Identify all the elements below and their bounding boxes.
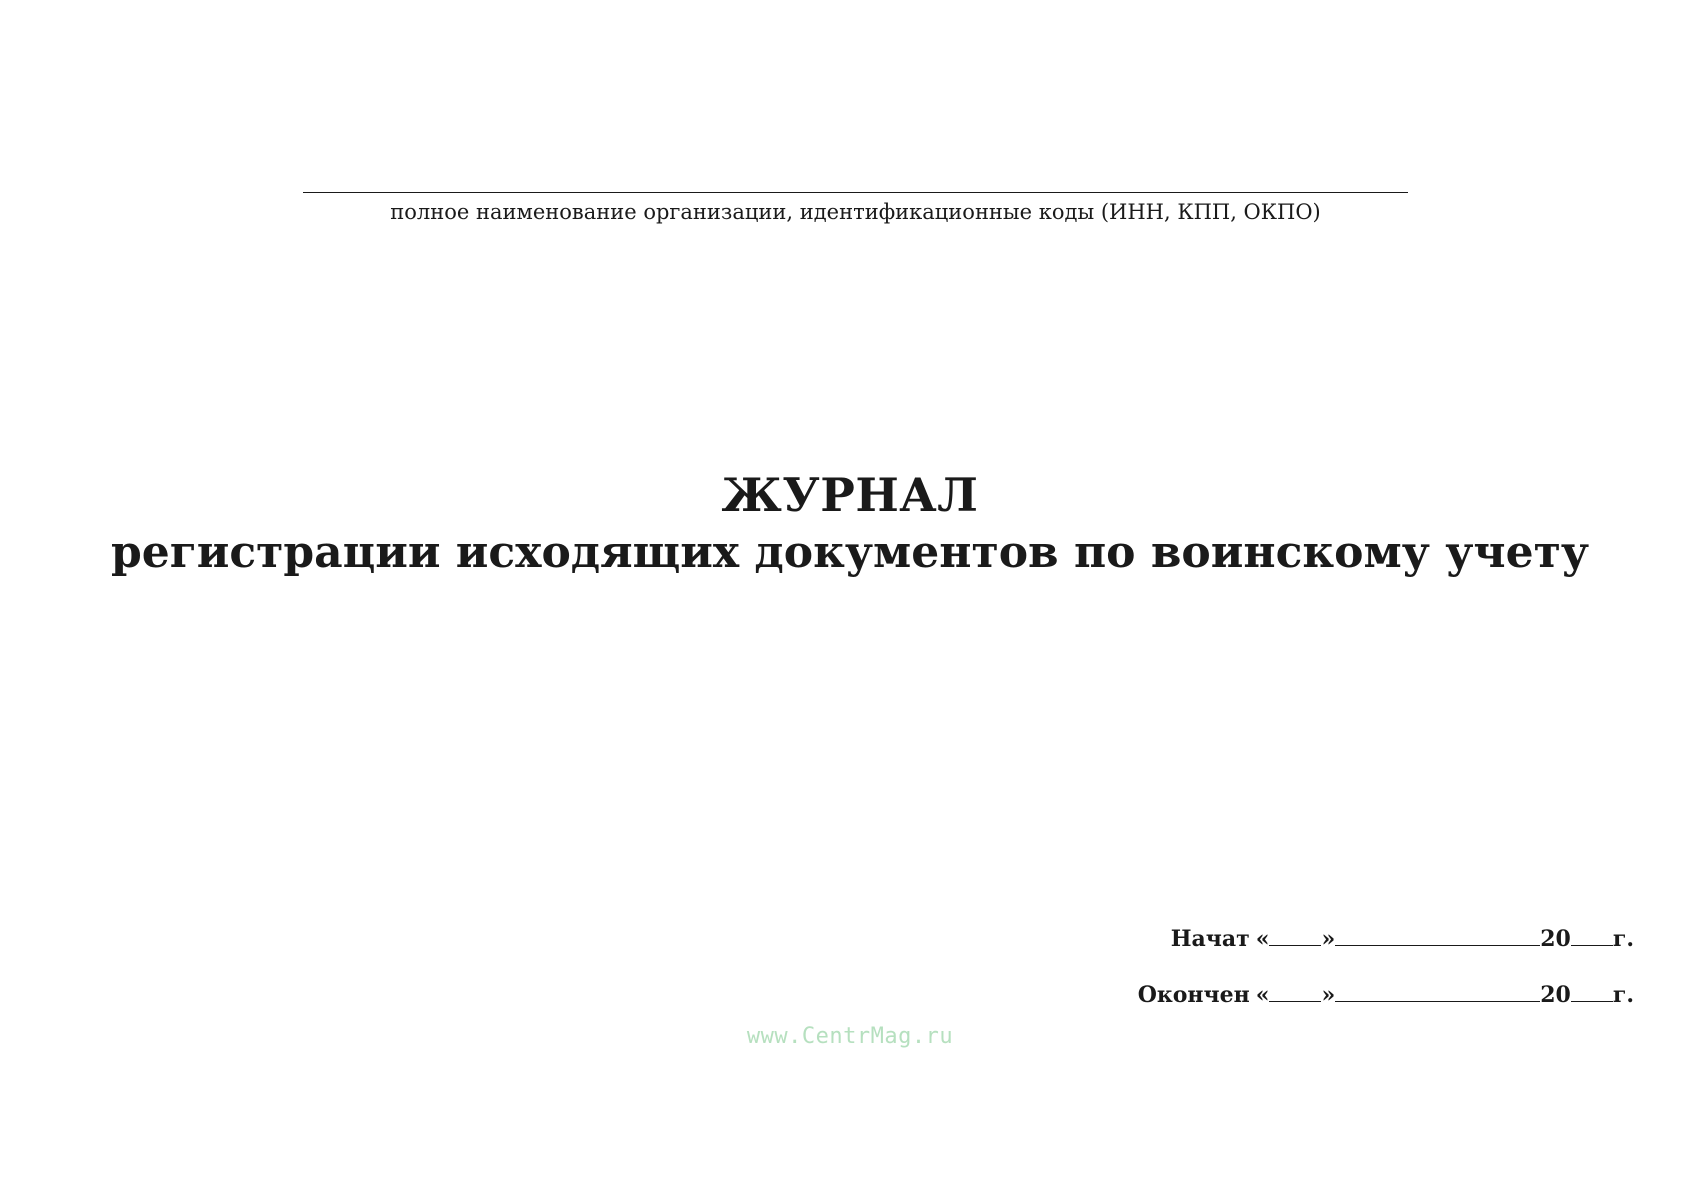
close-quote: » xyxy=(1321,926,1336,952)
dates-block xyxy=(1034,926,1634,1038)
end-year-suffix: г. xyxy=(1612,982,1634,1008)
close-quote: » xyxy=(1321,982,1336,1008)
organization-caption: полное наименование организации, идентификационные коды (ИНН, КПП, ОКПО) xyxy=(390,200,1321,224)
open-quote: « xyxy=(1255,982,1270,1008)
end-date-row xyxy=(1034,982,1634,1016)
start-year-blank xyxy=(1571,927,1613,946)
watermark: www.CentrMag.ru xyxy=(746,1024,954,1049)
end-year-blank xyxy=(1571,983,1613,1002)
start-day-blank xyxy=(1269,927,1321,946)
journal-subtitle: регистрации исходящих документов по воинскому учету xyxy=(111,527,1589,578)
journal-title: ЖУРНАЛ xyxy=(721,468,979,522)
journal-title-block xyxy=(0,466,1700,582)
start-date-row xyxy=(1034,926,1634,960)
start-century: 20 xyxy=(1540,926,1571,952)
end-date-label: Окончен xyxy=(1137,982,1250,1008)
start-year-suffix: г. xyxy=(1612,926,1634,952)
organization-block xyxy=(303,170,1408,224)
end-century: 20 xyxy=(1540,982,1571,1008)
organization-name-line xyxy=(303,192,1408,193)
start-date-label: Начат xyxy=(1170,926,1250,952)
end-day-blank xyxy=(1269,983,1321,1002)
open-quote: « xyxy=(1255,926,1270,952)
end-month-blank xyxy=(1335,983,1540,1002)
start-month-blank xyxy=(1335,927,1540,946)
